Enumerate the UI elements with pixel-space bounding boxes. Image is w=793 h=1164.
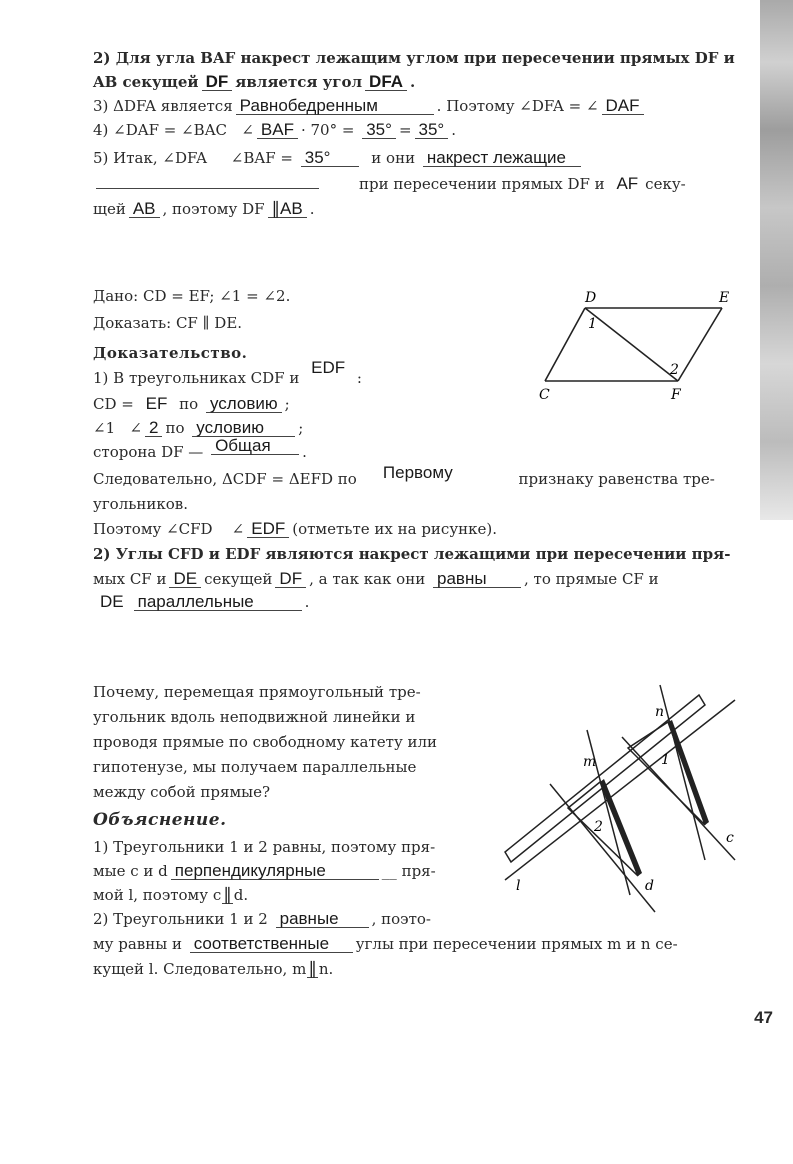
label-triangle-2: 2: [594, 819, 603, 835]
t3-q3: проводя прямые по свободному катету или: [93, 733, 438, 751]
page-edge-shading: [760, 0, 793, 520]
answer-line-3: DE: [100, 592, 124, 611]
answer-secant: DF: [202, 73, 233, 91]
t3-q4: гипотенузе, мы получаем параллельные: [93, 758, 417, 776]
answer-value-1: 35°: [362, 121, 396, 139]
answer-angle-num: 2: [145, 419, 162, 437]
answer-equal-2: равные: [276, 910, 369, 928]
t2-p7: Поэтому ∠CFD ∠ EDF (отметьте их на рисунке).: [93, 519, 498, 538]
answer-angle-name: BAF: [257, 121, 298, 139]
t2-p4: сторона DF — Общая .: [93, 436, 307, 461]
answer-equal-angle-2: EDF: [247, 520, 289, 538]
t3-q1: Почему, перемещая прямоугольный тре-: [93, 683, 421, 701]
label-d-line: d: [645, 878, 654, 894]
t1-line1: 2) Для угла BAF накрест лежащим углом при пересечении прямых DF и: [93, 49, 735, 67]
label-f: F: [671, 387, 681, 403]
t1-line7: щей AB , поэтому DF ∥AB .: [93, 199, 315, 218]
t1-line3: 3) ΔDFA является Равнобедренным . Поэтому ∠DFA = ∠ DAF: [93, 96, 647, 116]
t3-e4: 2) Треугольники 1 и 2 равные , поэто-: [93, 909, 431, 928]
t2-p1: 1) В треугольниках CDF и EDF :: [93, 358, 362, 387]
figure-ruler-triangles: [500, 680, 745, 915]
segment-fe: [678, 308, 722, 381]
answer-parallel-cd: ∥: [223, 885, 232, 904]
ruler: [505, 695, 705, 862]
t1-line2: AB секущей DF является угол DFA .: [93, 72, 416, 91]
t2-p8: 2) Углы CFD и EDF являются накрест лежащими при пересечении пря-: [93, 545, 731, 563]
t3-q5: между собой прямые?: [93, 783, 271, 801]
page-number: 47: [754, 1008, 773, 1027]
t2-given: Дано: CD = EF; ∠1 = ∠2.: [93, 287, 291, 305]
label-c: C: [539, 387, 550, 403]
label-triangle-1: 1: [661, 752, 670, 768]
t1-line5: 5) Итак, ∠DFA ∠BAF = 35° и они накрест лежащие: [93, 148, 584, 168]
segment-df: [585, 308, 678, 381]
t3-e6: кущей l. Следовательно, m ∥ n.: [93, 959, 334, 978]
t3-e2: мые c и d перпендикулярные __ пря-: [93, 861, 436, 880]
label-l-line: l: [516, 878, 521, 894]
label-d: D: [585, 290, 597, 306]
t2-p10: DE параллельные .: [93, 592, 309, 612]
t1-line6: при пересечении прямых DF и AF секу-: [93, 174, 686, 194]
answer-side: EF: [145, 394, 168, 413]
t1-line4: 4) ∠DAF = ∠BAC ∠ BAF · 70° = 35° = 35° .: [93, 120, 457, 139]
t2-prove: Доказать: CF ∥ DE.: [93, 314, 243, 332]
answer-common-side: Общая: [211, 437, 299, 455]
answer-line-2: DE: [169, 570, 201, 588]
label-e: E: [719, 290, 730, 306]
answer-angle-kind: накрест лежащие: [423, 149, 581, 167]
label-n: n: [655, 704, 665, 720]
answer-criterion: Первому: [382, 463, 453, 482]
label-angle-1: 1: [588, 316, 597, 332]
answer-equal: равны: [433, 570, 521, 588]
figure-parallelogram: [535, 285, 745, 405]
t2-p6: угольников.: [93, 495, 189, 513]
answer-reason-1: условию: [206, 395, 282, 413]
answer-secant-3: DF: [275, 570, 306, 588]
t2-p3: ∠1 ∠ 2 по условию ;: [93, 418, 304, 437]
proof-heading: Доказательство.: [93, 344, 248, 362]
answer-perpendicular: перпендикулярные: [171, 862, 379, 880]
label-m: m: [583, 754, 597, 770]
label-angle-2: 2: [670, 362, 679, 378]
explanation-heading: Объяснение.: [93, 810, 227, 830]
triangle-1: [628, 722, 705, 825]
t3-e3: мой l, поэтому c ∥ d.: [93, 885, 249, 904]
answer-value-3: 35°: [301, 149, 359, 167]
answer-parallel-mn: ∥: [308, 959, 317, 978]
answer-value-2: 35°: [415, 121, 449, 139]
t3-q2: угольник вдоль неподвижной линейки и: [93, 708, 416, 726]
answer-triangle: EDF: [311, 358, 346, 377]
line-l: [505, 700, 735, 880]
answer-secant-2: AB: [129, 200, 160, 218]
triangle-2: [568, 782, 638, 876]
t2-p2: CD = EF по условию ;: [93, 394, 290, 413]
answer-corresponding: соответственные: [190, 935, 353, 953]
t2-p5: Следовательно, ΔCDF = ΔEFD по Первому признаку равенства тре-: [93, 463, 715, 488]
answer-reason-2: условию: [192, 419, 295, 437]
t3-e5: му равны и соответственные углы при пересечении прямых m и n се-: [93, 934, 678, 953]
answer-parallel-2: параллельные: [134, 593, 302, 611]
t2-p9: мых CF и DE секущей DF , а так как они равны , то прямые CF и: [93, 569, 659, 588]
answer-angle: DFA: [365, 73, 407, 91]
answer-parallel: ∥AB: [268, 200, 307, 218]
answer-line: AF: [616, 174, 639, 193]
t3-e1: 1) Треугольники 1 и 2 равны, поэтому пря-: [93, 838, 436, 856]
blank-line: [96, 188, 319, 189]
answer-equal-angle: DAF: [602, 97, 644, 115]
label-c-line: c: [726, 830, 734, 846]
segment-dc: [545, 308, 585, 381]
answer-triangle-type: Равнобедренным: [236, 97, 434, 115]
